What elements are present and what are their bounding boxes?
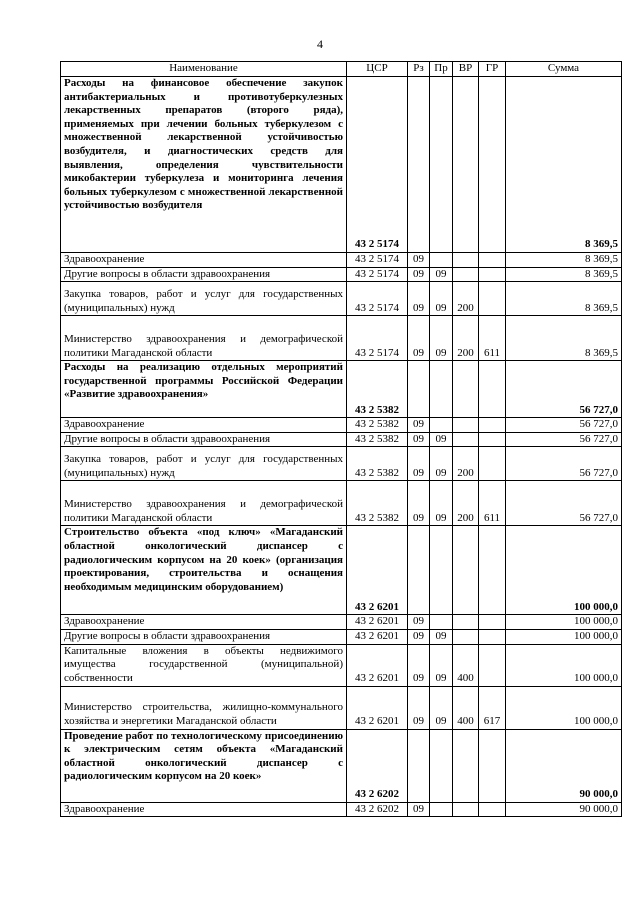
row-rz-cell: 09 — [408, 267, 430, 282]
row-rz-cell: 09 — [408, 447, 430, 481]
row-csr-cell: 43 2 5382 — [347, 418, 408, 433]
row-rz-cell — [408, 729, 430, 802]
row-rz-cell: 09 — [408, 432, 430, 447]
row-sum-cell: 8 369,5 — [506, 253, 622, 268]
row-sum-cell: 90 000,0 — [506, 729, 622, 802]
row-sum-cell: 90 000,0 — [506, 802, 622, 817]
row-gr-cell: 611 — [479, 481, 506, 526]
table-row — [61, 729, 622, 802]
row-vr-cell: 400 — [453, 686, 479, 729]
row-vr-cell: 200 — [453, 316, 479, 361]
row-name-cell: Расходы на реализацию отдельных мероприятий государственной программы Российской Федерации «Развитие здравоохранения» — [61, 361, 347, 418]
row-pr-cell: 09 — [430, 282, 453, 316]
row-rz-cell: 09 — [408, 316, 430, 361]
row-csr-cell: 43 2 6201 — [347, 686, 408, 729]
row-csr-cell: 43 2 5174 — [347, 282, 408, 316]
row-sum-cell: 8 369,5 — [506, 316, 622, 361]
table-row — [61, 526, 622, 615]
row-gr-cell — [479, 282, 506, 316]
row-vr-cell — [453, 629, 479, 644]
row-rz-cell: 09 — [408, 282, 430, 316]
row-sum-cell: 56 727,0 — [506, 447, 622, 481]
row-gr-cell — [479, 526, 506, 615]
row-sum-cell: 8 369,5 — [506, 267, 622, 282]
table-row — [61, 802, 622, 817]
row-csr-cell: 43 2 5382 — [347, 361, 408, 418]
row-gr-cell — [479, 267, 506, 282]
table-row — [61, 77, 622, 253]
row-pr-cell: 09 — [430, 432, 453, 447]
header-pr: Пр — [430, 62, 453, 77]
row-vr-cell — [453, 267, 479, 282]
row-vr-cell — [453, 526, 479, 615]
row-vr-cell — [453, 615, 479, 630]
row-gr-cell — [479, 432, 506, 447]
row-pr-cell — [430, 615, 453, 630]
row-pr-cell: 09 — [430, 686, 453, 729]
row-pr-cell: 09 — [430, 267, 453, 282]
row-pr-cell — [430, 729, 453, 802]
header-sum: Сумма — [506, 62, 622, 77]
table-header-row — [61, 62, 622, 77]
row-name-cell: Другие вопросы в области здравоохранения — [61, 629, 347, 644]
row-rz-cell — [408, 77, 430, 253]
row-name-cell: Другие вопросы в области здравоохранения — [61, 267, 347, 282]
row-vr-cell: 200 — [453, 481, 479, 526]
row-pr-cell — [430, 361, 453, 418]
row-name-cell: Здравоохранение — [61, 418, 347, 433]
row-name-cell: Капитальные вложения в объекты недвижимого имущества государственной (муниципальной) собственности — [61, 644, 347, 686]
row-gr-cell — [479, 629, 506, 644]
row-gr-cell — [479, 644, 506, 686]
row-pr-cell — [430, 802, 453, 817]
row-name-cell: Закупка товаров, работ и услуг для государственных (муниципальных) нужд — [61, 447, 347, 481]
row-pr-cell: 09 — [430, 629, 453, 644]
row-csr-cell: 43 2 6202 — [347, 729, 408, 802]
row-csr-cell: 43 2 6202 — [347, 802, 408, 817]
row-vr-cell: 200 — [453, 282, 479, 316]
row-gr-cell — [479, 615, 506, 630]
row-rz-cell: 09 — [408, 253, 430, 268]
row-pr-cell: 09 — [430, 644, 453, 686]
header-name: Наименование — [61, 62, 347, 77]
row-name-cell: Другие вопросы в области здравоохранения — [61, 432, 347, 447]
row-name-cell: Здравоохранение — [61, 253, 347, 268]
row-rz-cell — [408, 526, 430, 615]
table-row — [61, 481, 622, 526]
row-name-cell: Министерство здравоохранения и демографической политики Магаданской области — [61, 481, 347, 526]
row-sum-cell: 8 369,5 — [506, 77, 622, 253]
row-pr-cell: 09 — [430, 447, 453, 481]
row-gr-cell — [479, 253, 506, 268]
row-pr-cell — [430, 418, 453, 433]
row-csr-cell: 43 2 6201 — [347, 526, 408, 615]
row-vr-cell — [453, 432, 479, 447]
row-pr-cell: 09 — [430, 316, 453, 361]
row-csr-cell: 43 2 5174 — [347, 316, 408, 361]
row-sum-cell: 56 727,0 — [506, 418, 622, 433]
row-gr-cell — [479, 77, 506, 253]
table-row — [61, 447, 622, 481]
row-csr-cell: 43 2 5382 — [347, 447, 408, 481]
row-sum-cell: 56 727,0 — [506, 481, 622, 526]
budget-table — [60, 61, 622, 817]
row-vr-cell — [453, 253, 479, 268]
row-pr-cell: 09 — [430, 481, 453, 526]
row-rz-cell: 09 — [408, 644, 430, 686]
table-row — [61, 282, 622, 316]
row-sum-cell: 56 727,0 — [506, 432, 622, 447]
table-row — [61, 361, 622, 418]
row-gr-cell: 617 — [479, 686, 506, 729]
row-csr-cell: 43 2 6201 — [347, 629, 408, 644]
row-sum-cell: 56 727,0 — [506, 361, 622, 418]
row-pr-cell — [430, 77, 453, 253]
row-rz-cell — [408, 361, 430, 418]
row-pr-cell — [430, 253, 453, 268]
row-gr-cell: 611 — [479, 316, 506, 361]
table-row — [61, 253, 622, 268]
row-sum-cell: 100 000,0 — [506, 686, 622, 729]
row-name-cell: Министерство здравоохранения и демографической политики Магаданской области — [61, 316, 347, 361]
row-vr-cell — [453, 729, 479, 802]
row-csr-cell: 43 2 5174 — [347, 267, 408, 282]
row-csr-cell: 43 2 5382 — [347, 432, 408, 447]
table-row — [61, 432, 622, 447]
row-name-cell: Закупка товаров, работ и услуг для государственных (муниципальных) нужд — [61, 282, 347, 316]
row-gr-cell — [479, 729, 506, 802]
row-csr-cell: 43 2 5174 — [347, 253, 408, 268]
row-name-cell: Проведение работ по технологическому присоединению к электрическим сетям объекта «Магаданский областной онкологический диспансер с радиологическим корпусом на 20 коек» — [61, 729, 347, 802]
row-vr-cell — [453, 418, 479, 433]
row-rz-cell: 09 — [408, 686, 430, 729]
row-csr-cell: 43 2 6201 — [347, 644, 408, 686]
table-row — [61, 644, 622, 686]
row-vr-cell — [453, 361, 479, 418]
row-gr-cell — [479, 447, 506, 481]
row-pr-cell — [430, 526, 453, 615]
row-gr-cell — [479, 361, 506, 418]
row-gr-cell — [479, 802, 506, 817]
table-row — [61, 267, 622, 282]
row-name-cell: Здравоохранение — [61, 615, 347, 630]
row-csr-cell: 43 2 6201 — [347, 615, 408, 630]
row-vr-cell — [453, 77, 479, 253]
row-name-cell: Здравоохранение — [61, 802, 347, 817]
row-sum-cell: 8 369,5 — [506, 282, 622, 316]
table-row — [61, 418, 622, 433]
row-rz-cell: 09 — [408, 629, 430, 644]
row-vr-cell: 400 — [453, 644, 479, 686]
table-row — [61, 615, 622, 630]
header-rz: Рз — [408, 62, 430, 77]
row-csr-cell: 43 2 5174 — [347, 77, 408, 253]
row-rz-cell: 09 — [408, 615, 430, 630]
row-name-cell: Министерство строительства, жилищно-коммунального хозяйства и энергетики Магаданской области — [61, 686, 347, 729]
row-rz-cell: 09 — [408, 418, 430, 433]
header-csr: ЦСР — [347, 62, 408, 77]
row-name-cell: Строительство объекта «под ключ» «Магаданский областной онкологический диспансер с радиологическим корпусом на 20 коек» (организация проектирования, строительства и оснащения необходимым медицинским оборудованием) — [61, 526, 347, 615]
header-vr: ВР — [453, 62, 479, 77]
row-csr-cell: 43 2 5382 — [347, 481, 408, 526]
row-sum-cell: 100 000,0 — [506, 526, 622, 615]
header-gr: ГР — [479, 62, 506, 77]
row-rz-cell: 09 — [408, 802, 430, 817]
row-gr-cell — [479, 418, 506, 433]
row-name-cell: Расходы на финансовое обеспечение закупок антибактериальных и противотуберкулезных лекарственных препаратов (второго ряда), применяемых при лечении больных туберкулезом с множественной лекарственной устойчивостью возбудителя, и диагностических средств для выявления, определения чувствительности микобактерии туберкулеза и мониторинга лечения больных туберкулезом с множественной лекарственной устойчивостью возбудителя — [61, 77, 347, 253]
table-row — [61, 686, 622, 729]
row-sum-cell: 100 000,0 — [506, 615, 622, 630]
row-sum-cell: 100 000,0 — [506, 629, 622, 644]
row-rz-cell: 09 — [408, 481, 430, 526]
table-row — [61, 316, 622, 361]
table-row — [61, 629, 622, 644]
row-sum-cell: 100 000,0 — [506, 644, 622, 686]
row-vr-cell — [453, 802, 479, 817]
row-vr-cell: 200 — [453, 447, 479, 481]
page-number: 4 — [317, 37, 323, 51]
